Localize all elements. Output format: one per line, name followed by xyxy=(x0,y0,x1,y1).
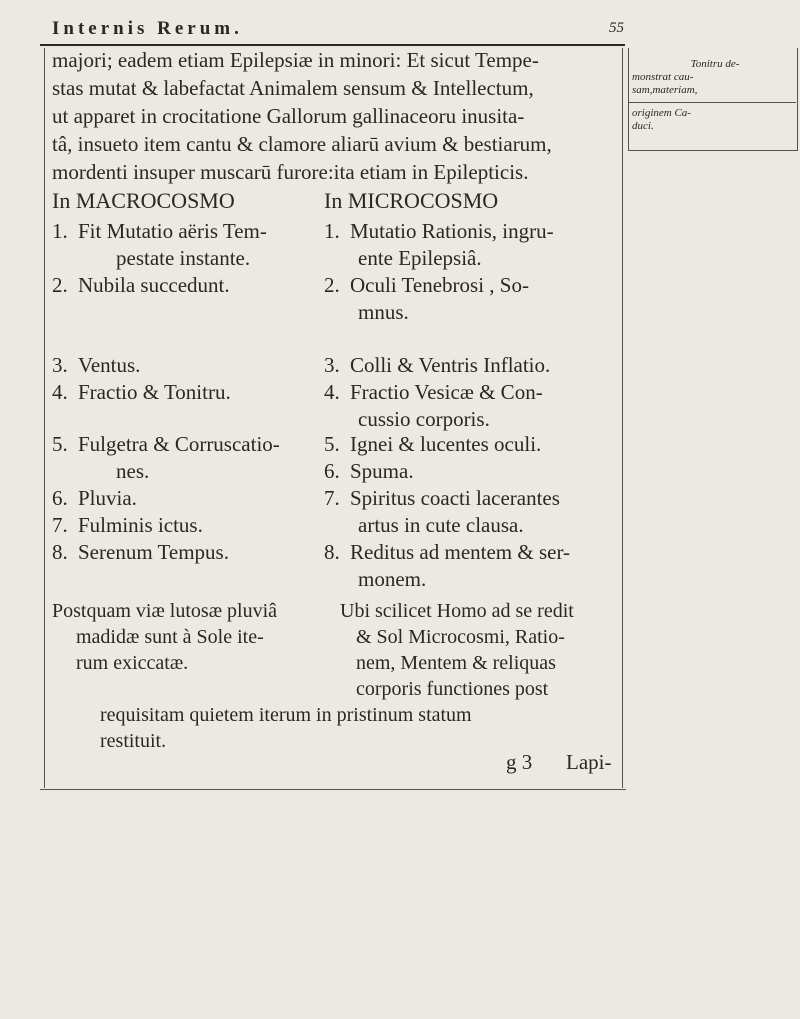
item-text: Fit Mutatio aëris Tem- xyxy=(78,219,267,243)
running-head xyxy=(40,18,630,44)
item-text: Fulgetra & Corruscatio- xyxy=(78,432,280,456)
item-number: 2. xyxy=(324,273,340,297)
item-number: 8. xyxy=(324,540,340,564)
right-item-8 xyxy=(324,539,570,566)
item-text: Spuma. xyxy=(350,459,414,483)
item-number: 5. xyxy=(52,432,68,456)
item-text: Serenum Tempus. xyxy=(78,540,229,564)
item-number: 5. xyxy=(324,432,340,456)
item-number: 4. xyxy=(324,380,340,404)
right-item-2 xyxy=(324,272,529,299)
item-text: Fulminis ictus. xyxy=(78,513,203,537)
item-number: 1. xyxy=(324,219,340,243)
opening-paragraph xyxy=(52,46,624,186)
right-item-3 xyxy=(324,352,550,379)
item-text: Fractio & Tonitru. xyxy=(78,380,231,404)
item-number: 1. xyxy=(52,219,68,243)
left-item-2 xyxy=(52,272,230,299)
item-number: 7. xyxy=(324,486,340,510)
closing-right-line: Ubi scilicet Homo ad se redit xyxy=(340,600,574,622)
right-item-7-cont: artus in cute clausa. xyxy=(358,513,524,537)
item-text: Spiritus coacti lacerantes xyxy=(350,486,560,510)
margin-note xyxy=(632,48,798,133)
right-item-4 xyxy=(324,379,543,406)
right-item-1-cont: ente Epilepsiâ. xyxy=(358,246,482,270)
left-item-3 xyxy=(52,352,140,379)
item-text: Fractio Vesicæ & Con- xyxy=(350,380,543,404)
item-number: 8. xyxy=(52,540,68,564)
closing-left-line: madidæ sunt à Sole ite- xyxy=(76,626,264,648)
margin-note-line: monstrat cau- xyxy=(632,71,694,83)
left-item-1 xyxy=(52,218,267,245)
item-text: Ventus. xyxy=(78,353,141,377)
item-text: Pluvia. xyxy=(78,486,137,510)
text-line: ut apparet in crocitatione Gallorum gallinaceoru inusita- xyxy=(52,104,525,128)
right-item-4-cont: cussio corporis. xyxy=(358,407,490,431)
closing-full-line: restituit. xyxy=(100,730,167,752)
item-number: 2. xyxy=(52,273,68,297)
closing-full-line: requisitam quietem iterum in pristinum statum xyxy=(100,704,472,726)
left-item-7 xyxy=(52,512,203,539)
item-number: 4. xyxy=(52,380,68,404)
closing-left-line: Postquam viæ lutosæ pluviâ xyxy=(52,600,278,622)
text-line: tâ, insueto item cantu & clamore aliarū avium & bestiarum, xyxy=(52,132,552,156)
signature-mark: g 3 xyxy=(506,750,533,774)
text-line: majori; eadem etiam Epilepsiæ in minori: Et sicut Tempe- xyxy=(52,48,539,72)
right-item-6 xyxy=(324,458,414,485)
item-number: 3. xyxy=(52,353,68,377)
left-item-6 xyxy=(52,485,137,512)
margin-note-line: originem Ca- xyxy=(632,107,691,119)
text-line: stas mutat & labefactat Animalem sensum & Intellectum, xyxy=(52,76,534,100)
left-item-5 xyxy=(52,431,280,458)
right-item-8-cont: monem. xyxy=(358,567,427,591)
left-item-1-cont: pestate instante. xyxy=(116,246,251,270)
right-item-7 xyxy=(324,485,560,512)
running-head-title: Internis Rerum. xyxy=(52,18,243,39)
margin-note-line: sam,materiam, xyxy=(632,84,698,96)
item-text: Ignei & lucentes oculi. xyxy=(350,432,542,456)
right-item-5 xyxy=(324,431,541,458)
left-item-5-cont: nes. xyxy=(116,459,150,483)
page-number: 55 xyxy=(609,20,624,36)
closing-left-line: rum exiccatæ. xyxy=(76,652,189,674)
item-number: 6. xyxy=(324,459,340,483)
left-frame-rule xyxy=(44,48,45,788)
right-item-1 xyxy=(324,218,554,245)
item-text: Mutatio Rationis, ingru- xyxy=(350,219,554,243)
item-number: 7. xyxy=(52,513,68,537)
item-text: Oculi Tenebrosi , So- xyxy=(350,273,529,297)
catchword: Lapi- xyxy=(566,750,612,774)
margin-note-line: duci. xyxy=(632,120,654,132)
left-column-heading: In MACROCOSMO xyxy=(52,188,235,213)
closing-right-line: nem, Mentem & reliquas xyxy=(356,652,556,674)
closing-right-line: corporis functiones post xyxy=(356,678,549,700)
text-line: mordenti insuper muscarū furore:ita etiam in Epilepticis. xyxy=(52,160,529,184)
left-item-4 xyxy=(52,379,231,406)
item-number: 6. xyxy=(52,486,68,510)
bottom-frame-rule xyxy=(40,789,626,790)
item-number: 3. xyxy=(324,353,340,377)
margin-note-line: Tonitru de- xyxy=(690,58,740,70)
item-text: Reditus ad mentem & ser- xyxy=(350,540,571,564)
item-text: Nubila succedunt. xyxy=(78,273,230,297)
item-text: Colli & Ventris Inflatio. xyxy=(350,353,551,377)
right-column-heading: In MICROCOSMO xyxy=(324,188,499,213)
left-item-8 xyxy=(52,539,229,566)
closing-right-line: & Sol Microcosmi, Ratio- xyxy=(356,626,565,648)
right-item-2-cont: mnus. xyxy=(358,300,409,324)
